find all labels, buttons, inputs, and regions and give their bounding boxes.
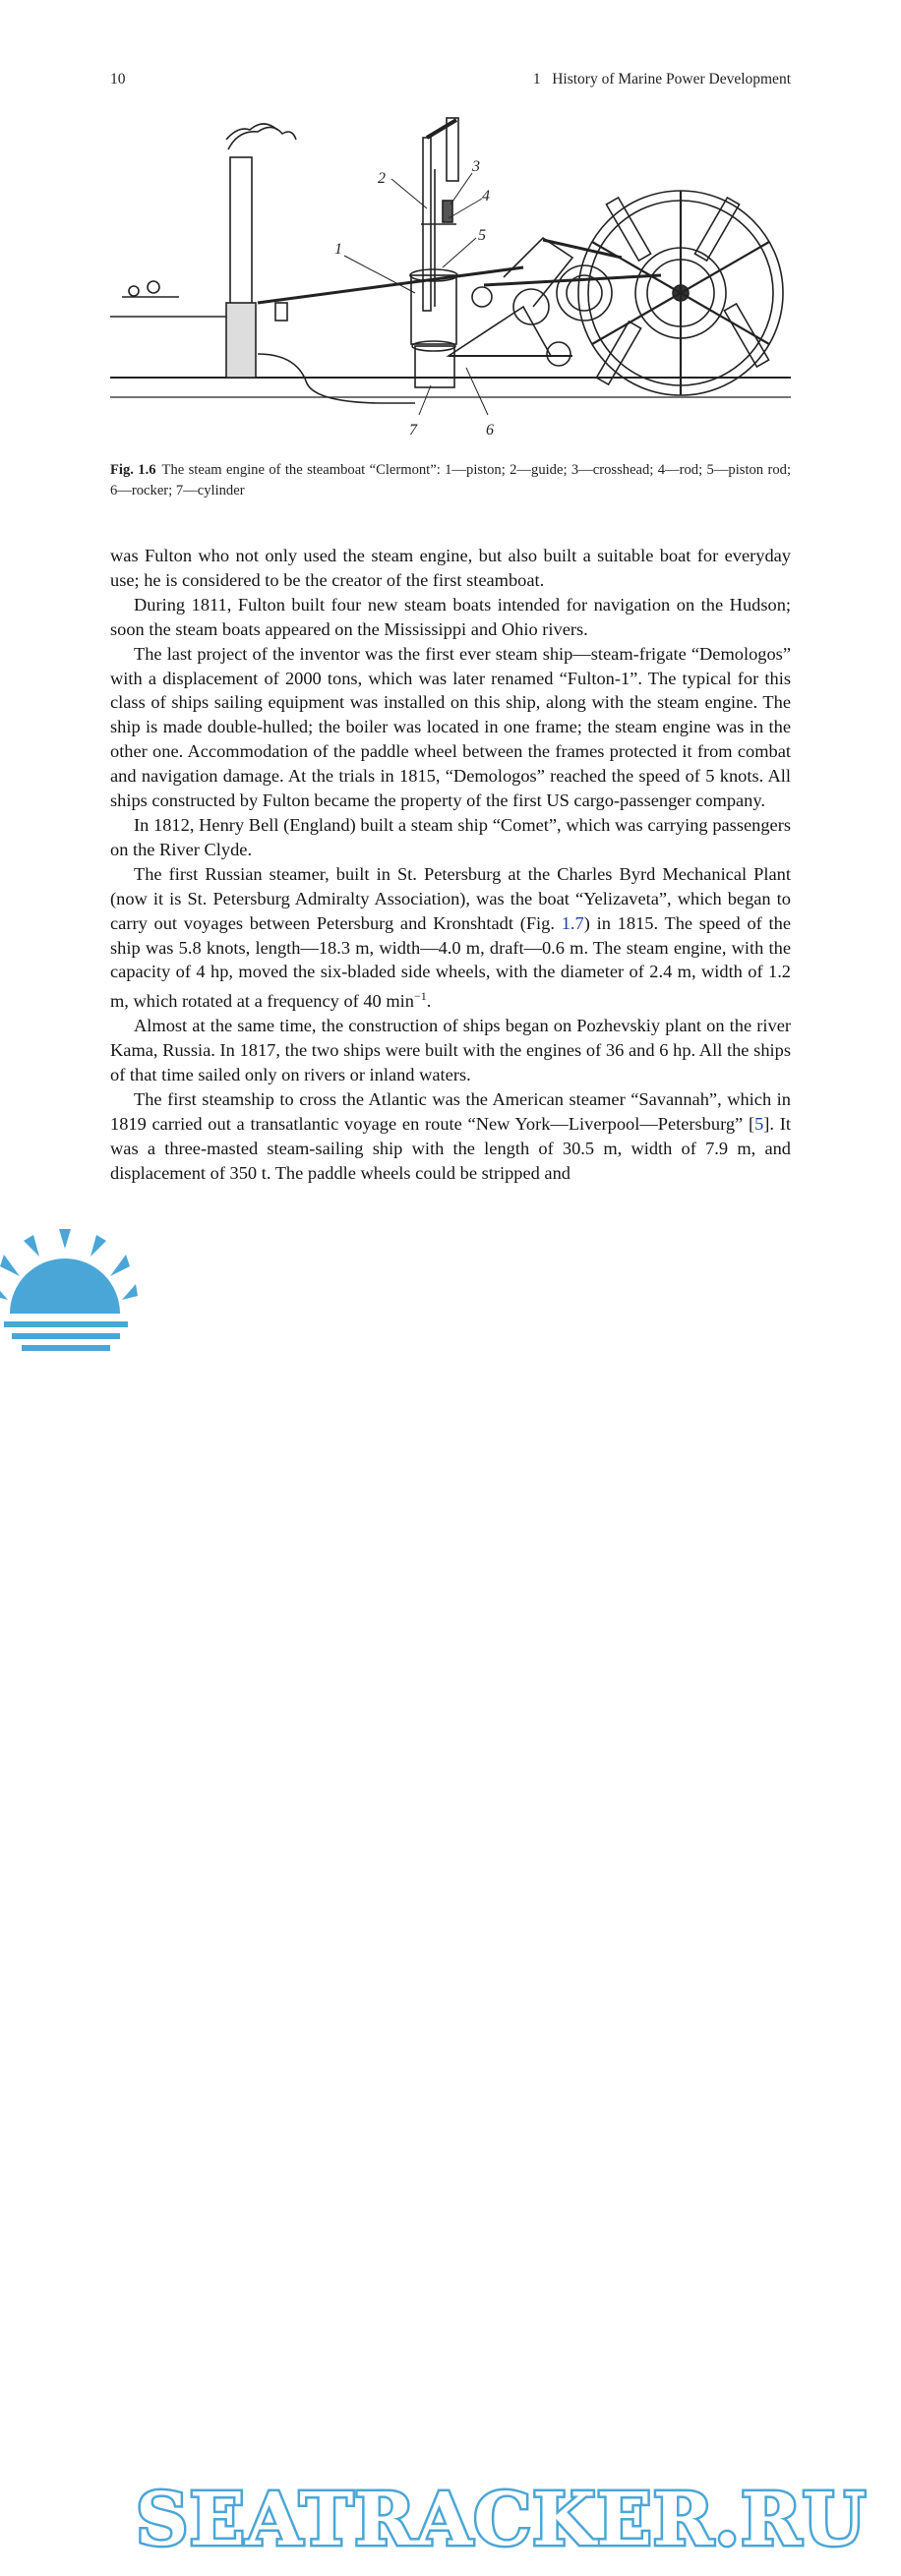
paragraph-text: ]. It was a three-masted steam-sailing ship with the length of 30.5 m, width of 7.9 m, and displacement of 350 t. The paddle wheels could be stripped and — [110, 1113, 791, 1183]
steam-engine-drawing — [110, 110, 791, 450]
paragraph-text: ) in 1815. The speed of the ship was 5.8 knots, length—18.3 m, width—4.0 m, draft—0.6 m. The steam engine, with the capacity of 4 hp, moved the six-bladed side wheels, with the diameter of 2.4 m, width of 1.2 m, which rotated at a frequency of 40 min — [110, 912, 791, 1012]
paragraph — [110, 1087, 791, 1186]
paragraph-text: The first steamship to cross the Atlantic was the American steamer “Savannah”, which in 1819 carried out a transatlantic voyage en route “New York—Liverpool—Petersburg” [ — [110, 1089, 791, 1134]
figure-label-2: 2 — [378, 170, 386, 187]
paragraph: During 1811, Fulton built four new steam boats intended for navigation on the Hudson; soon the steam boats appeared on the Mississippi and Ohio rivers. — [110, 594, 791, 639]
paragraph-text: . — [426, 991, 432, 1012]
watermark-text: SEATRACKER.RU — [136, 2478, 868, 2562]
figure-steam-engine — [110, 110, 791, 450]
paragraph: Almost at the same time, the construction of ships began on Pozhevskiy plant on the river Kama, Russia. In 1817, the two ships were built with the engines of 36 and 6 hp. All the ships of that time sailed only on rivers or inland waters. — [110, 1016, 791, 1085]
figure-caption — [110, 460, 791, 501]
watermark — [0, 1227, 901, 2562]
paragraph: In 1812, Henry Bell (England) built a steam ship “Comet”, which was carrying passengers on the River Clyde. — [110, 814, 791, 859]
caption-text: The steam engine of the steamboat “Clermont”: 1—piston; 2—guide; 3—crosshead; 4—rod; 5—piston rod; 6—rocker; 7—cylinder — [110, 462, 791, 498]
paragraph — [110, 862, 791, 1015]
page-number: 10 — [110, 71, 126, 88]
paragraph: was Fulton who not only used the steam engine, but also built a suitable boat for everyday use; he is considered to be the creator of the first steamboat. — [110, 546, 791, 590]
figure-label-3: 3 — [472, 158, 480, 175]
figure-reference-link[interactable]: 1.7 — [561, 912, 584, 933]
caption-label: Fig. 1.6 — [110, 462, 156, 478]
figure-label-1: 1 — [334, 241, 342, 258]
sun-logo-icon — [0, 1227, 148, 1365]
body-text — [110, 544, 791, 1186]
superscript: −1 — [413, 989, 427, 1004]
figure-label-5: 5 — [478, 227, 486, 244]
paragraph-text: The first Russian steamer, built in St. Petersburg at the Charles Byrd Mechanical Plant (now it is St. Petersburg Admiralty Association), was the boat “Yelizaveta”, which began to carry out voyages between Petersburg and Kronshtadt (Fig. — [110, 863, 791, 933]
page-header — [110, 71, 791, 94]
paragraph: The last project of the inventor was the first ever steam ship—steam-frigate “Demologos” with a displacement of 2000 tons, which was later renamed “Fulton-1”. The typical for this class of ships sailing equipment was installed on this ship, along with the steam engine. The ship is made double-hulled; the boiler was located in one frame; the steam engine was in the other one. Accommodation of the paddle wheel between the frames protected it from combat and navigation damage. At the trials in 1815, “Demologos” reached the speed of 5 knots. All ships constructed by Fulton became the property of the first US cargo-passenger company. — [110, 643, 791, 811]
running-title: 1 History of Marine Power Development — [532, 71, 791, 88]
figure-label-4: 4 — [482, 188, 490, 205]
figure-label-6: 6 — [486, 422, 494, 439]
citation-link[interactable]: 5 — [754, 1113, 764, 1134]
figure-label-7: 7 — [409, 422, 417, 439]
